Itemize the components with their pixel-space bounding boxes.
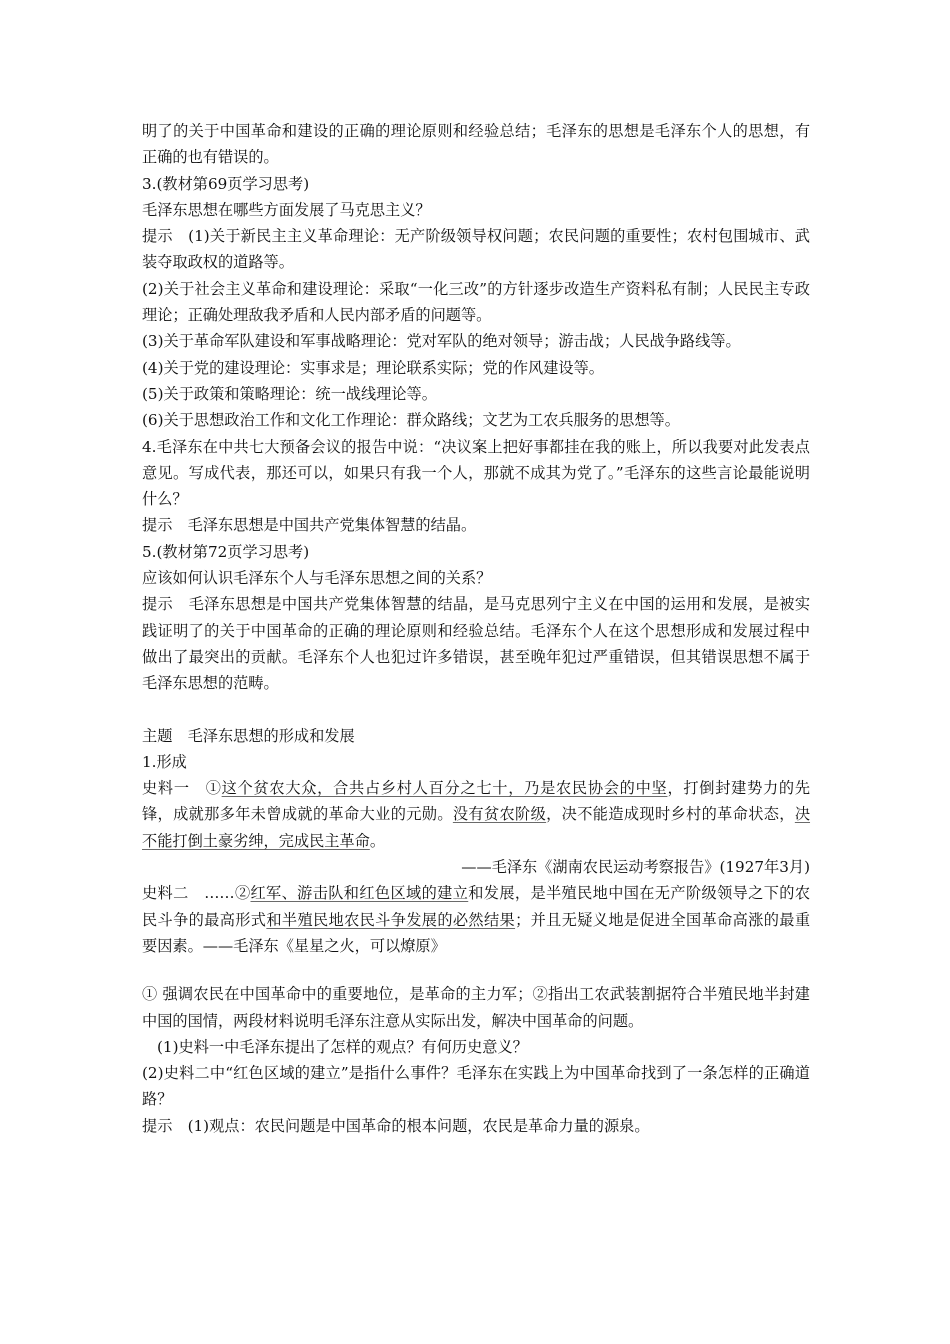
answer-4: 提示 毛泽东思想是中国共产党集体智慧的结晶。 [142, 516, 477, 535]
source-2-text-2: ；并且无疑义地是促进全国革命高涨的最重要因素。——毛泽东《星星之火，可以燎原》 [142, 910, 811, 955]
answer-3-item-4: (4)关于党的建设理论：实事求是；理论联系实际；党的作风建设等。 [142, 358, 604, 377]
source-2-underline-1: 红军、游击队和红色区域的建立 [250, 884, 469, 903]
question-5-source: 5.(教材第72页学习思考) [142, 542, 310, 561]
sub-answer-1: 提示 (1)观点：农民问题是中国革命的根本问题，农民是革命力量的源泉。 [142, 1116, 650, 1135]
source-1-underline-2: 没有贫农阶级 [452, 805, 547, 824]
question-4: 4.毛泽东在中共七大预备会议的报告中说：“决议案上把好事都挂在我的账上，所以我要对此发表点意见。写成代表，那还可以，如果只有我一个人，那就不成其为党了。”毛泽东的这些言论最能说明什么？ [142, 437, 810, 509]
spacer [142, 959, 810, 981]
answer-3-item-6: (6)关于思想政治工作和文化工作理论：群众路线；文艺为工农兵服务的思想等。 [142, 411, 680, 430]
sub-question-1: (1)史料一中毛泽东提出了怎样的观点？有何历史意义？ [157, 1037, 528, 1056]
answer-3-item-5: (5)关于政策和策略理论：统一战线理论等。 [142, 384, 437, 403]
source-2-prefix: 史料二 ……② [142, 884, 251, 903]
source-material-2 [142, 880, 810, 959]
section-formation: 1.形成 [142, 752, 187, 771]
source-1-prefix: 史料一 ① [142, 779, 222, 798]
source-2-text-1: 和发展，是半殖民地中国在无产阶级领导之下的农民斗争的最高形式 [142, 884, 811, 929]
question-3: 毛泽东思想在哪些方面发展了马克思主义？ [142, 200, 431, 219]
topic-heading: 主题 毛泽东思想的形成和发展 [142, 726, 355, 745]
answer-3-item-3: (3)关于革命军队建设和军事战略理论：党对军队的绝对领导；游击战；人民战争路线等。 [142, 332, 741, 351]
annotation-note: ① 强调农民在中国革命中的重要地位，是革命的主力军；②指出工农武装割据符合半殖民地半封建中国的国情，两段材料说明毛泽东注意从实际出发，解决中国革命的问题。 [142, 985, 810, 1030]
document-page [142, 118, 810, 1139]
source-1-text-2: ，决不能造成现时乡村的革命状态， [546, 805, 795, 824]
answer-5: 提示 毛泽东思想是中国共产党集体智慧的结晶，是马克思列宁主义在中国的运用和发展，是被实践证明了的关于中国革命的正确的理论原则和经验总结。毛泽东个人在这个思想形成和发展过程中做出了最突出的贡献。毛泽东个人也犯过许多错误，甚至晚年犯过严重错误，但其错误思想不属于毛泽东思想的范畴。 [142, 595, 810, 693]
question-3-source: 3.(教材第69页学习思考) [142, 174, 310, 193]
paragraph-continuation: 明了的关于中国革命和建设的正确的理论原则和经验总结；毛泽东的思想是毛泽东个人的思想，有正确的也有错误的。 [142, 122, 810, 167]
answer-3-item-2: (2)关于社会主义革命和建设理论：采取“一化三改”的方针逐步改造生产资料私有制；人民民主专政理论；正确处理敌我矛盾和人民内部矛盾的问题等。 [142, 279, 810, 325]
source-1-end: 。 [369, 831, 385, 850]
source-1-underline-3: 决不能打倒土豪劣绅，完成民主革命 [142, 805, 811, 850]
source-1-citation: ——毛泽东《湖南农民运动考察报告》(1927年3月) [461, 858, 810, 877]
source-material-1 [142, 775, 810, 854]
answer-3-item-1: 提示 (1)关于新民主主义革命理论：无产阶级领导权问题；农民问题的重要性；农村包围城市、武装夺取政权的道路等。 [142, 227, 810, 272]
spacer [142, 697, 810, 723]
source-2-underline-2: 和半殖民地农民斗争发展的必然结果 [266, 910, 516, 929]
sub-question-2: (2)史料二中“红色区域的建立”是指什么事件？毛泽东在实践上为中国革命找到了一条怎样的正确道路？ [142, 1064, 810, 1109]
source-1-underline-1: 这个贫农大众，合共占乡村人百分之七十，乃是农民协会的中坚 [221, 779, 668, 798]
source-1-text-1: ，打倒封建势力的先锋，成就那多年未曾成就的革命大业的元勋。 [142, 779, 811, 824]
question-5: 应该如何认识毛泽东个人与毛泽东思想之间的关系？ [142, 569, 492, 588]
